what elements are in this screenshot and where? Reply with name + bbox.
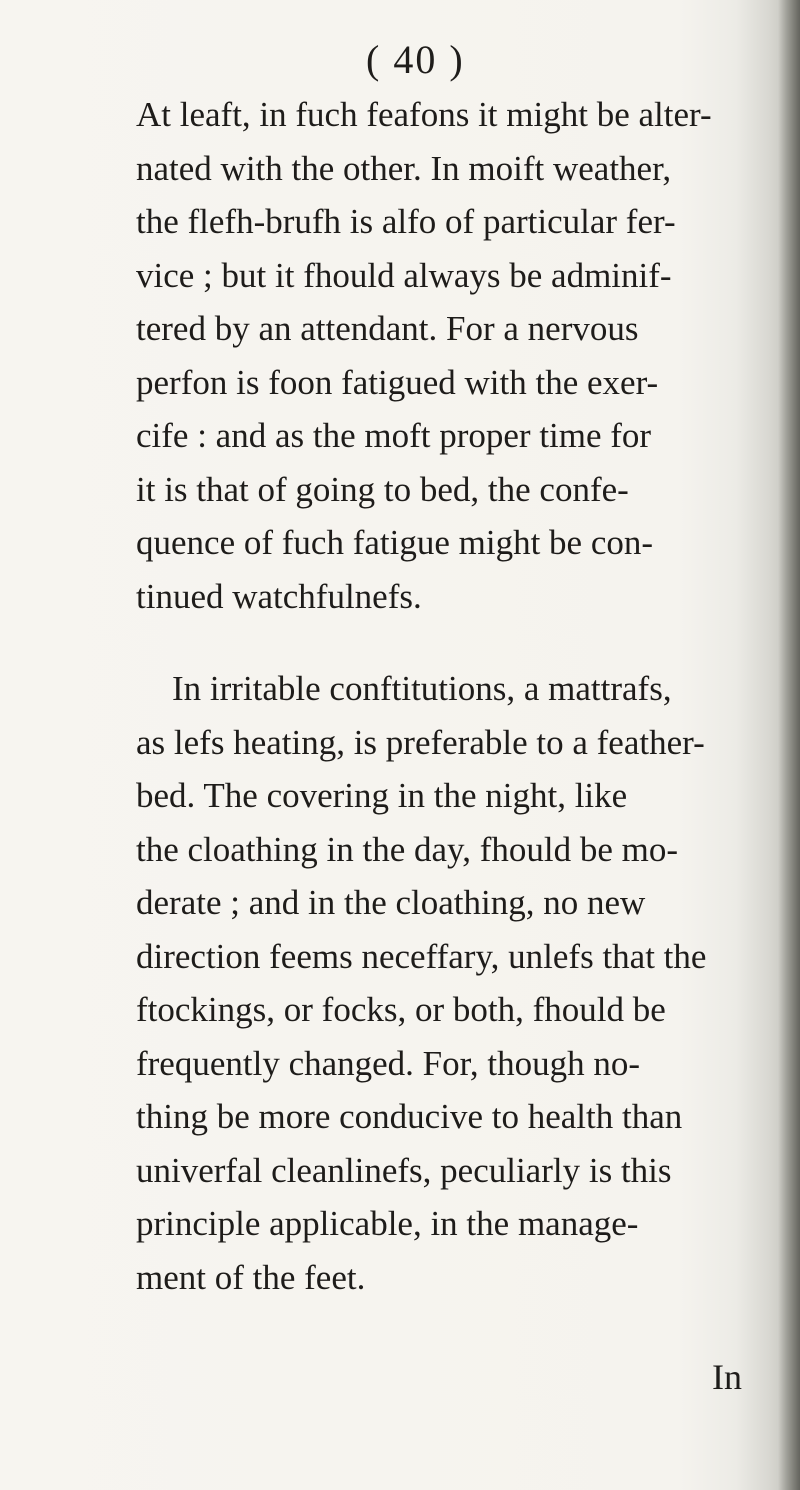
text-line: bed. The covering in the night, like (136, 776, 628, 815)
text-line: direction feems neceffary, unlefs that the (136, 936, 707, 976)
text-line: vice ; but it fhould always be adminif- (136, 255, 672, 295)
text-line: it is that of going to bed, the confe- (136, 469, 629, 509)
text-line: cife : and as the moft proper time for (136, 416, 652, 455)
text-line: tered by an attendant. For a nervous (136, 309, 639, 348)
text-line: the flefh-brufh is alfo of particular fer- (136, 202, 676, 241)
text-line: principle applicable, in the manage- (136, 1204, 639, 1243)
text-line: tinued watchfulnefs. (136, 576, 422, 616)
page-body (136, 88, 786, 1304)
text-line: ment of the feet. (136, 1257, 366, 1297)
text-line: derate ; and in the cloathing, no new (136, 883, 646, 922)
text-line: ftockings, or focks, or both, fhould be (136, 990, 666, 1029)
text-line: perfon is foon fatigued with the exer- (136, 362, 659, 402)
catchword: In (712, 1357, 742, 1397)
text-line: nated with the other. In moift weather, (136, 148, 672, 188)
text-line: At leaft, in fuch feafons it might be alter- (136, 95, 712, 134)
page-number: ( 40 ) (366, 37, 465, 82)
text-line: thing be more conducive to health than (136, 1097, 683, 1136)
text-line: In irritable conftitutions, a mattrafs, (172, 669, 672, 708)
text-line: quence of fuch fatigue might be con- (136, 523, 654, 562)
paragraph-2 (136, 662, 786, 1304)
text-line: the cloathing in the day, fhould be mo- (136, 829, 679, 869)
text-line: frequently changed. For, though no- (136, 1043, 641, 1083)
paragraph-1 (136, 88, 786, 623)
text-line: univerfal cleanlinefs, peculiarly is this (136, 1150, 672, 1190)
paragraph-gap (136, 623, 786, 662)
text-line: as lefs heating, is preferable to a feather- (136, 722, 705, 762)
